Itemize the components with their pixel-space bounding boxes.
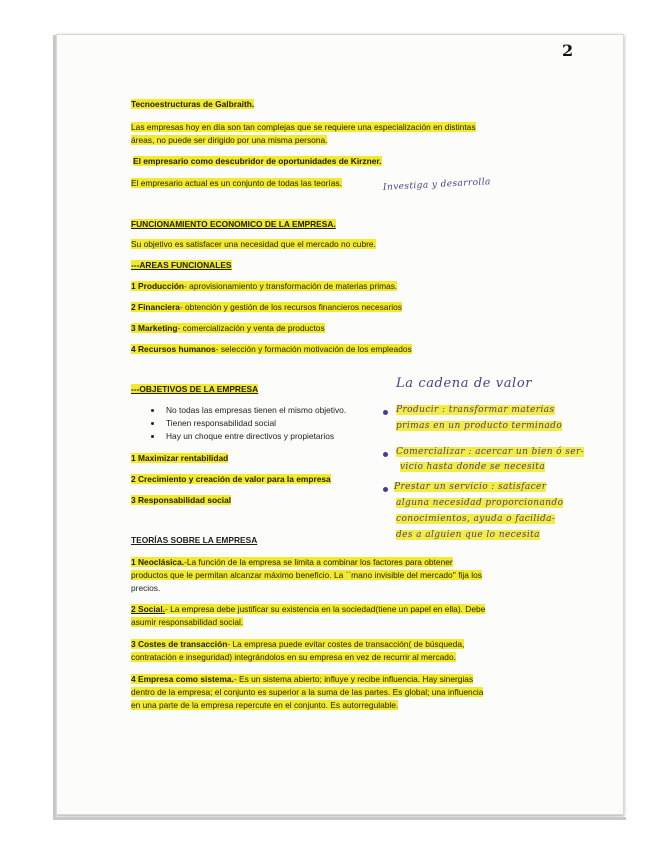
costes-line-1: 3 Costes de transacción- La empresa puede evitar costes de transacción( de búsqueda, [131, 639, 465, 649]
objetivo-item: 1 Maximizar rentabilidad [131, 453, 229, 463]
teorias-title: TEORÍAS SOBRE LA EMPRESA [131, 535, 258, 545]
sistema-line-1: 4 Empresa como sistema.- Es un sistema abierto; influye y recibe influencia. Hay sinergias [131, 674, 474, 684]
cadena-item-line: Comercializar : acercar un bien ó ser- [396, 447, 585, 457]
funcionamiento-objective: Su objetivo es satisfacer una necesidad que el mercado no cubre. [131, 239, 376, 249]
areas-funcionales-title: ---AREAS FUNCIONALES [131, 260, 232, 270]
bullet-dot [151, 435, 154, 438]
cadena-item-line: conocimientos, ayuda o facilida- [396, 514, 556, 524]
handwritten-bullet [383, 487, 388, 492]
costes-line-2: contratación e inseguridad) integrándolos en su empresa en vez de recurrir al mercado. [131, 652, 456, 662]
social-line-2: asumir responsabilidad social. [131, 617, 244, 627]
handwritten-note: Investiga y desarrolla [382, 177, 492, 193]
cadena-item-line: alguna necesidad proporcionando [396, 498, 564, 508]
galbraith-text-line-1: Las empresas hoy en día son tan complejas que se requiere una especialización en distintas [131, 122, 476, 132]
area-item: 2 Financiera- obtención y gestión de los recursos financieros necesarios [131, 302, 402, 312]
objetivo-bullet: Tienen responsabilidad social [166, 418, 277, 428]
neoclasica-line-1: 1 Neoclásica.-La función de la empresa se limita a combinar los factores para obtener [131, 557, 453, 567]
cadena-item-line: Producir : transformar materias [396, 405, 555, 415]
cadena-item-line: vicio hasta donde se necesita [400, 462, 546, 472]
empresario-summary: El empresario actual es un conjunto de todas las teorías. [131, 178, 342, 188]
objetivo-item: 2 Crecimiento y creación de valor para la empresa [131, 474, 331, 484]
cadena-item-line: primas en un producto terminado [396, 421, 563, 431]
galbraith-text-line-2: áreas, no puede ser dirigido por una misma persona. [131, 135, 328, 145]
galbraith-title: Tecnoestructuras de Galbraith. [131, 99, 255, 109]
handwritten-bullet [383, 410, 388, 415]
objetivo-bullet: No todas las empresas tienen el mismo objetivo. [166, 405, 347, 415]
page-number: 2 [562, 41, 574, 60]
bullet-dot [151, 422, 154, 425]
area-item: 1 Producción- aprovisionamiento y transformación de materias primas. [131, 281, 398, 291]
area-item: 4 Recursos humanos- selección y formación motivación de los empleados [131, 344, 412, 354]
sistema-line-3: en una parte de la empresa repercute en el conjunto. Es autorregulable. [131, 700, 399, 710]
handwritten-bullet [383, 452, 388, 457]
sistema-line-2: dentro de la empresa; el conjunto es superior a la suma de las partes. Es global; una influencia [131, 687, 484, 697]
objetivo-bullet: Hay un choque entre directivos y propietarios [166, 431, 335, 441]
area-item: 3 Marketing- comercialización y venta de productos [131, 323, 325, 333]
objetivos-title: ---OBJETIVOS DE LA EMPRESA [131, 384, 259, 394]
cadena-item-line: Prestar un servicio : satisfacer [394, 482, 547, 492]
cadena-valor-title: La cadena de valor [396, 376, 533, 391]
neoclasica-line-2: productos que le permitan alcanzar máximo beneficio. La ``mano invisible del mercado'' fija los [131, 570, 482, 580]
kirzner-title: El empresario como descubridor de oportunidades de Kirzner. [133, 156, 382, 166]
objetivo-item: 3 Responsabilidad social [131, 495, 232, 505]
neoclasica-line-3: precios. [131, 583, 161, 593]
bullet-dot [151, 409, 154, 412]
funcionamiento-title: FUNCIONAMIENTO ECONOMICO DE LA EMPRESA. [131, 219, 336, 229]
social-line-1: 2 Social.- La empresa debe justificar su existencia en la sociedad(tiene un papel en ella). Debe [131, 604, 486, 614]
cadena-item-line: des a alguien que lo necesita [396, 530, 540, 540]
